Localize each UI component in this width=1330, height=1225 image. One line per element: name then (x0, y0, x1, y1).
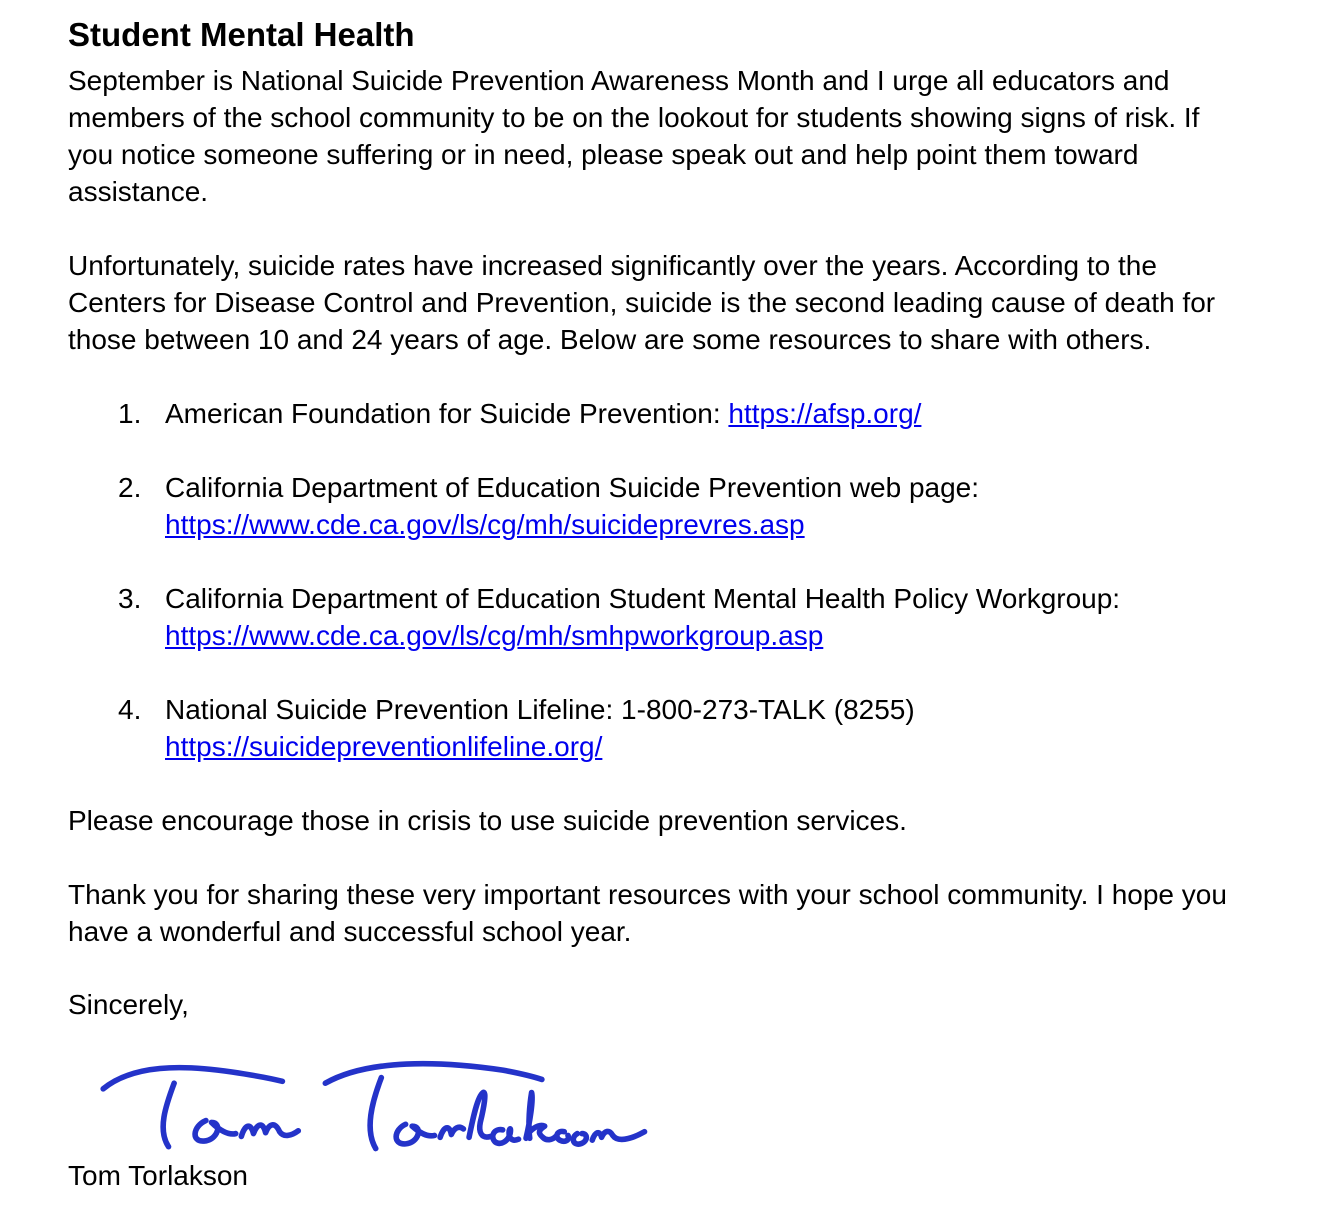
paragraph-intro: September is National Suicide Prevention Awareness Month and I urge all educators and members of the school community to be on the lookout for students showing signs of risk. If you notice someone suffering or in need, please speak out and help point them toward assistance. (68, 65, 1200, 208)
resource-label: California Department of Education Suicide Prevention web page: (165, 471, 980, 503)
list-item-body (165, 692, 1245, 766)
resource-label: California Department of Education Student Mental Health Policy Workgroup: (165, 582, 1121, 614)
list-item-body (165, 396, 1245, 433)
page-title: Student Mental Health (68, 16, 415, 53)
list-number: 2. (118, 471, 142, 503)
paragraph-encourage: Please encourage those in crisis to use suicide prevention services. (68, 804, 907, 836)
list-item (68, 470, 1245, 544)
list-number: 1. (118, 397, 142, 429)
resource-list (68, 396, 1245, 766)
signer-name: Tom Torlakson (68, 1160, 249, 1192)
resource-label: National Suicide Prevention Lifeline: 1-800-273-TALK (8255) (165, 693, 915, 725)
resource-link[interactable]: https://www.cde.ca.gov/ls/cg/mh/smhpworkgroup.asp (165, 619, 824, 651)
paragraph-thanks: Thank you for sharing these very important resources with your school community. I hope you have a wonderful and successful school year. (68, 878, 1227, 947)
list-item-body (165, 581, 1245, 655)
resource-link[interactable]: https://suicidepreventionlifeline.org/ (165, 730, 603, 762)
list-item-body (165, 470, 1245, 544)
closing-salutation: Sincerely, (68, 989, 189, 1021)
list-number: 4. (118, 693, 142, 725)
list-item (68, 692, 1245, 766)
list-number: 3. (118, 582, 142, 614)
resource-label: American Foundation for Suicide Prevention: (165, 397, 729, 429)
signature-image (92, 1044, 1245, 1156)
resource-link[interactable]: https://afsp.org/ (728, 397, 922, 429)
handwritten-signature-svg (92, 1044, 652, 1156)
paragraph-statistics: Unfortunately, suicide rates have increased significantly over the years. According to the Centers for Disease Control and Prevention, suicide is the second leading cause of death for those between 10 and 24 years of age. Below are some resources to share with others. (68, 250, 1216, 355)
list-item (68, 396, 1245, 433)
resource-link[interactable]: https://www.cde.ca.gov/ls/cg/mh/suicideprevres.asp (165, 508, 805, 540)
list-item (68, 581, 1245, 655)
